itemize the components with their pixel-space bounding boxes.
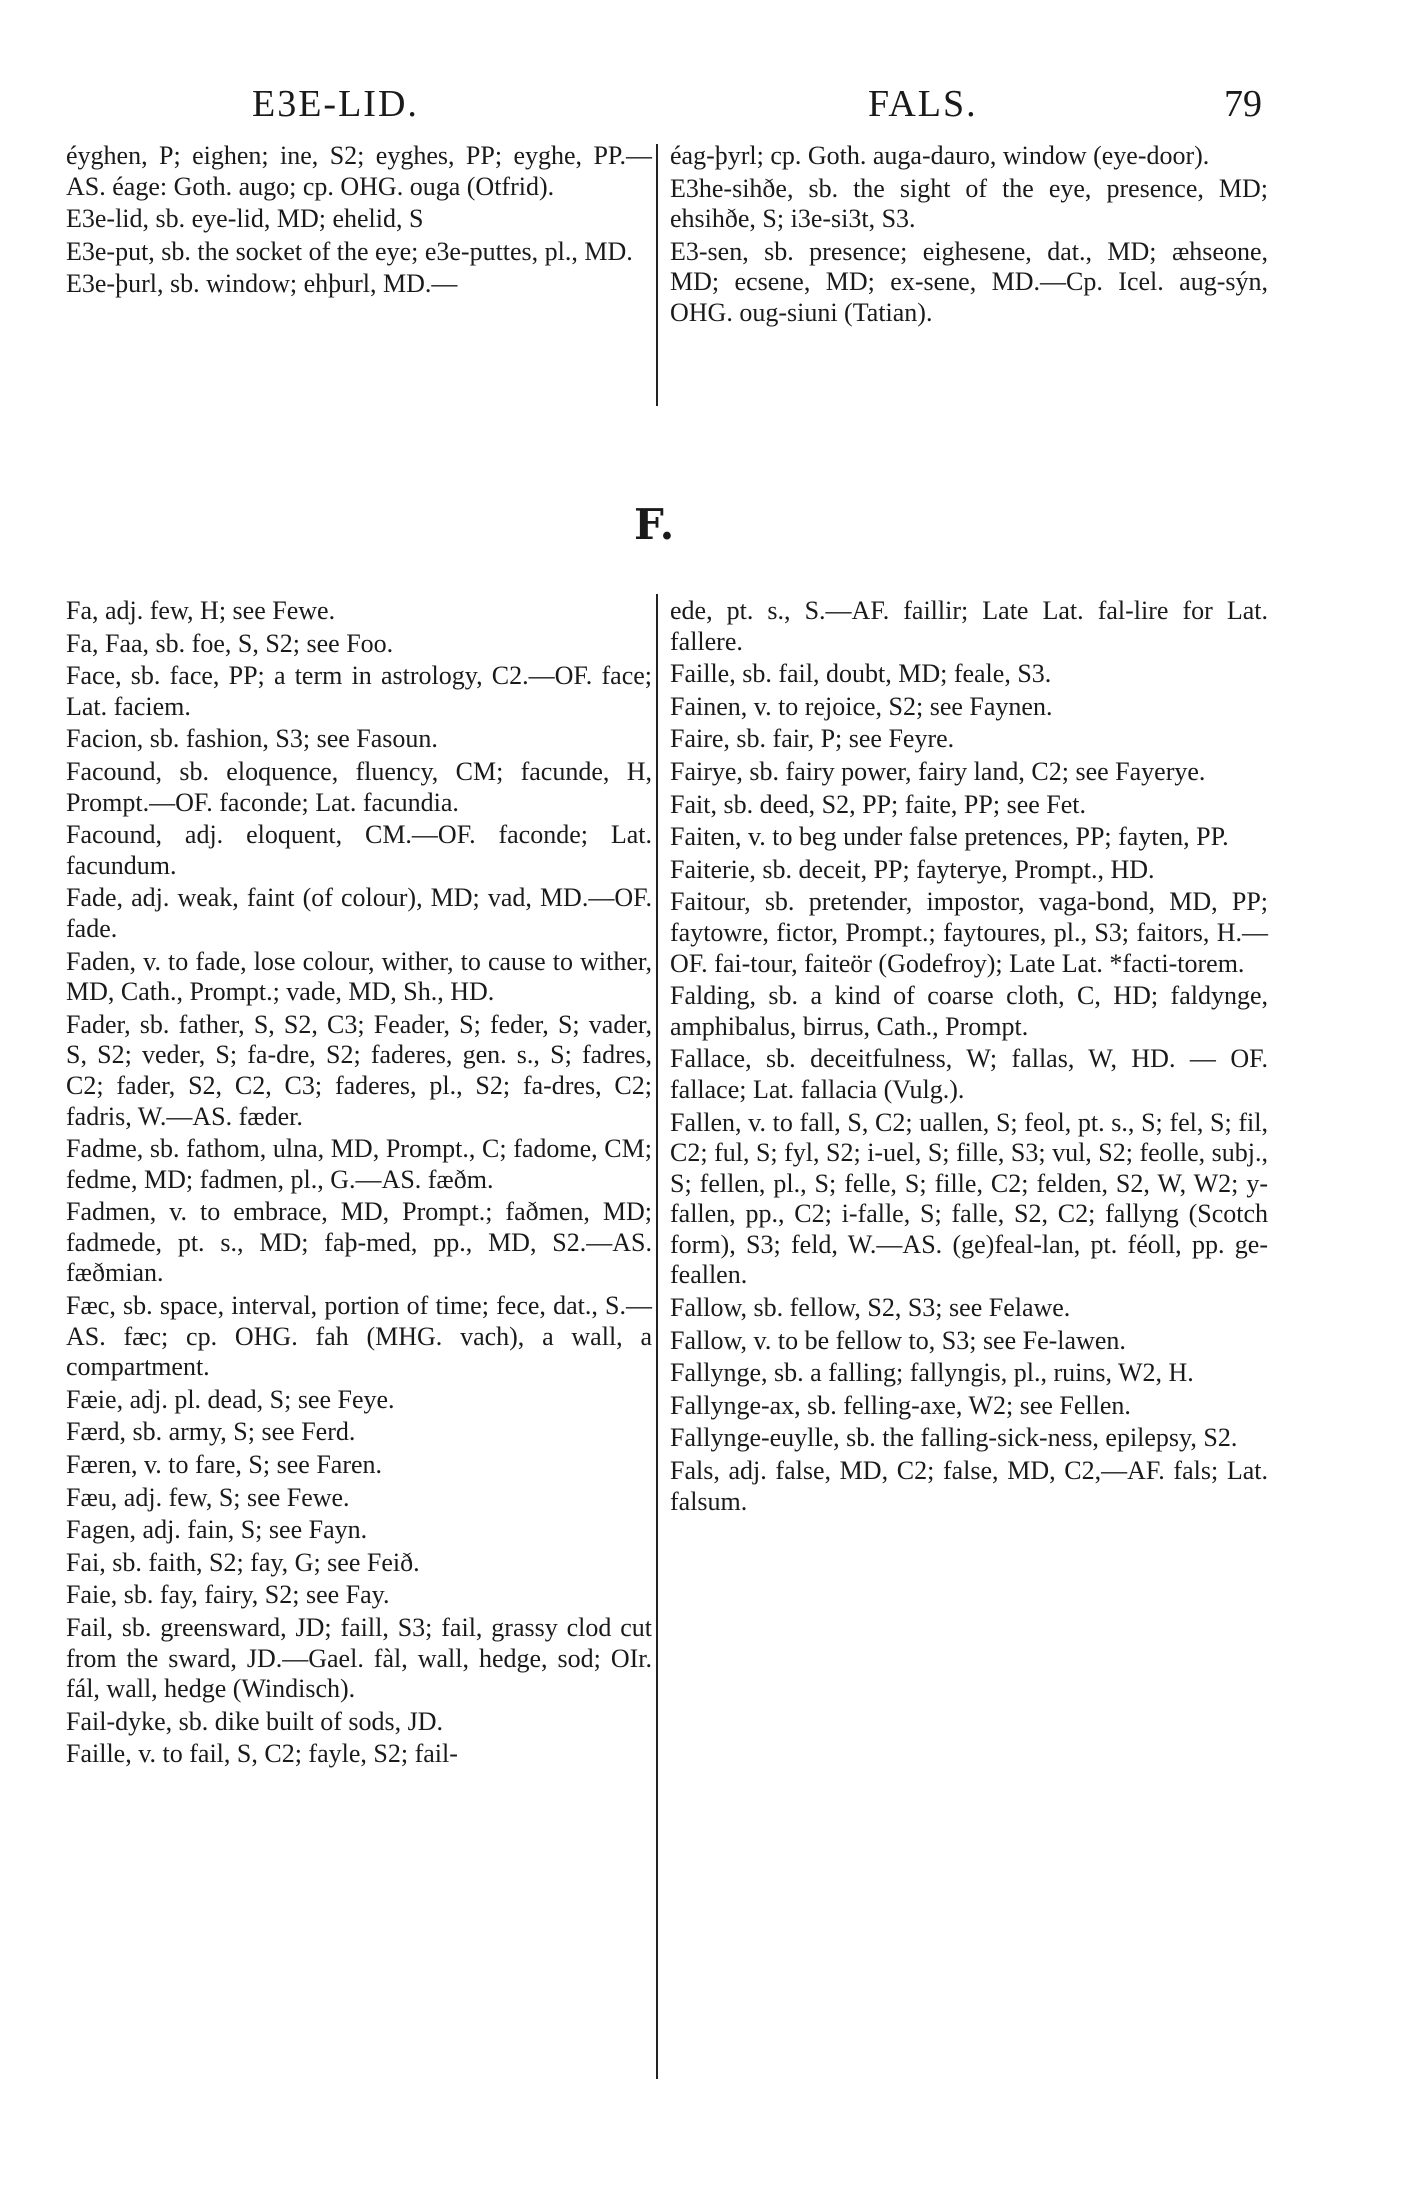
top-right-column — [670, 141, 1268, 331]
entry: Facion, sb. fashion, S3; see Fasoun. — [66, 724, 438, 754]
entry: E3e-put, sb. the socket of the eye; e3e-puttes, pl., MD. — [66, 236, 633, 266]
entry: Fallow, sb. fellow, S2, S3; see Felawe. — [670, 1293, 1071, 1323]
entry: Færen, v. to fare, S; see Faren. — [66, 1450, 383, 1480]
entry: E3-sen, sb. presence; eighesene, dat., MD; æhseone, MD; ecsene, MD; ex-sene, MD.—Cp. Icel. aug-sýn, OHG. oug-siuni (Tatian). — [670, 236, 1268, 327]
entry: Falding, sb. a kind of coarse cloth, C, HD; faldynge, amphibalus, birrus, Cath., Prompt. — [670, 981, 1268, 1041]
entry: Faie, sb. fay, fairy, S2; see Fay. — [66, 1580, 390, 1610]
entry: Fagen, adj. fain, S; see Fayn. — [66, 1515, 368, 1545]
entry: Fa, adj. few, H; see Fewe. — [66, 596, 336, 625]
entry: Fainen, v. to rejoice, S2; see Faynen. — [670, 691, 1053, 721]
entry: Facound, sb. eloquence, fluency, CM; facunde, H, Prompt.—OF. faconde; Lat. facundia. — [66, 756, 652, 817]
entry: ede, pt. s., S.—AF. faillir; Late Lat. fal-lire for Lat. fallere. — [670, 596, 1268, 656]
entry: Fadme, sb. fathom, ulna, MD, Prompt., C; fadome, CM; fedme, MD; fadmen, pl., G.—AS. fæðm. — [66, 1134, 652, 1194]
entry: Faire, sb. fair, P; see Feyre. — [670, 724, 955, 754]
column-divider — [656, 144, 658, 406]
entry: Fallynge, sb. a falling; fallyngis, pl., ruins, W2, H. — [670, 1358, 1194, 1388]
entry: Fader, sb. father, S, S2, C3; Feader, S; feder, S; vader, S, S2; veder, S; fa-dre, S2; faderes, gen. s., S; fadres, C2; fader, S2, C2, C3; faderes, pl., S2; fa-dres, C2; fadris, W.—AS. fæder. — [66, 1009, 652, 1131]
entry: Faille, sb. fail, doubt, MD; feale, S3. — [670, 659, 1052, 689]
entry: Fæu, adj. few, S; see Fewe. — [66, 1482, 350, 1512]
running-head-left: E3E-LID. — [252, 83, 419, 125]
entry: Fallen, v. to fall, S, C2; uallen, S; feol, pt. s., S; fel, S; fil, C2; ful, S; fyl, S2; i-uel, S; fille, S3; vul, S2; feolle, subj., S; fellen, pl., S; felle, S; fille, C2; felden, S2, W, W2; y-fallen, pp., C2; i-falle, S; falle, S2, C2; fallyng (Scotch form), S3; feld, W.—AS. (ge)feal-lan, pt. féoll, pp. ge-feallen. — [670, 1107, 1269, 1290]
entry: éyghen, P; eighen; ine, S2; eyghes, PP; eyghe, PP.—AS. éage: Goth. augo; cp. OHG. ouga (Otfrid). — [66, 141, 652, 201]
entry: Fail, sb. greensward, JD; faill, S3; fail, grassy clod cut from the sward, JD.—Gael. fàl, wall, hedge, sod; OIr. fál, wall, hedge (Windisch). — [66, 1613, 652, 1704]
entry: E3e-lid, sb. eye-lid, MD; ehelid, S — [66, 204, 424, 234]
entry: Faille, v. to fail, S, C2; fayle, S2; fail- — [66, 1739, 458, 1769]
entry: Fallynge-euylle, sb. the falling-sick-ness, epilepsy, S2. — [670, 1423, 1238, 1453]
entry: Fæc, sb. space, interval, portion of time; fece, dat., S.—AS. fæc; cp. OHG. fah (MHG. vach), a wall, a compartment. — [66, 1291, 652, 1382]
entry: Fallynge-ax, sb. felling-axe, W2; see Fellen. — [670, 1390, 1131, 1420]
entry: Facound, adj. eloquent, CM.—OF. faconde; Lat. facundum. — [66, 820, 652, 880]
running-head-right: FALS. — [868, 83, 978, 125]
entry: Fairye, sb. fairy power, fairy land, C2; see Fayerye. — [670, 756, 1206, 786]
entry: Fadmen, v. to embrace, MD, Prompt.; faðmen, MD; fadmede, pt. s., MD; faþ-med, pp., MD, S2.—AS. fæðmian. — [66, 1197, 652, 1288]
entry: Faitour, sb. pretender, impostor, vaga-bond, MD, PP; faytowre, fictor, Prompt.; faytoures, pl., S3; faitors, H.—OF. fai-tour, faiteör (Godefroy); Late Lat. *facti-torem. — [670, 887, 1268, 978]
entry: Faiterie, sb. deceit, PP; fayterye, Prompt., HD. — [670, 854, 1155, 884]
entry: Fallow, v. to be fellow to, S3; see Fe-lawen. — [670, 1325, 1126, 1355]
entry: Færd, sb. army, S; see Ferd. — [66, 1417, 356, 1447]
entry: Fai, sb. faith, S2; fay, G; see Feið. — [66, 1547, 420, 1577]
page-number: 79 — [1224, 83, 1262, 125]
entry: E3e-þurl, sb. window; ehþurl, MD.— — [66, 269, 458, 299]
entry: Fallace, sb. deceitfulness, W; fallas, W, HD. — OF. fallace; Lat. fallacia (Vulg.). — [670, 1044, 1268, 1104]
column-divider — [656, 594, 658, 2079]
section-letter-heading: F. — [634, 500, 675, 549]
entry: Fait, sb. deed, S2, PP; faite, PP; see Fet. — [670, 789, 1086, 819]
entry: Fæie, adj. pl. dead, S; see Feye. — [66, 1384, 395, 1414]
entry: Fade, adj. weak, faint (of colour), MD; vad, MD.—OF. fade. — [66, 883, 652, 943]
entry: E3he-sihðe, sb. the sight of the eye, presence, MD; ehsihðe, S; i3e-si3t, S3. — [670, 173, 1268, 234]
entry: Faiten, v. to beg under false pretences, PP; fayten, PP. — [670, 822, 1229, 852]
entry: Fail-dyke, sb. dike built of sods, JD. — [66, 1706, 443, 1736]
bottom-right-column — [670, 596, 1268, 1519]
entry: Fa, Faa, sb. foe, S, S2; see Foo. — [66, 628, 394, 658]
entry: Fals, adj. false, MD, C2; false, MD, C2,—AF. fals; Lat. falsum. — [670, 1456, 1268, 1516]
entry: Face, sb. face, PP; a term in astrology, C2.—OF. face; Lat. faciem. — [66, 661, 652, 721]
top-left-column — [66, 141, 652, 302]
entry: Faden, v. to fade, lose colour, wither, to cause to wither, MD, Cath., Prompt.; vade, MD, Sh., HD. — [66, 946, 652, 1007]
bottom-left-column — [66, 596, 652, 1772]
entry: éag-þyrl; cp. Goth. auga-dauro, window (eye-door). — [670, 141, 1210, 170]
